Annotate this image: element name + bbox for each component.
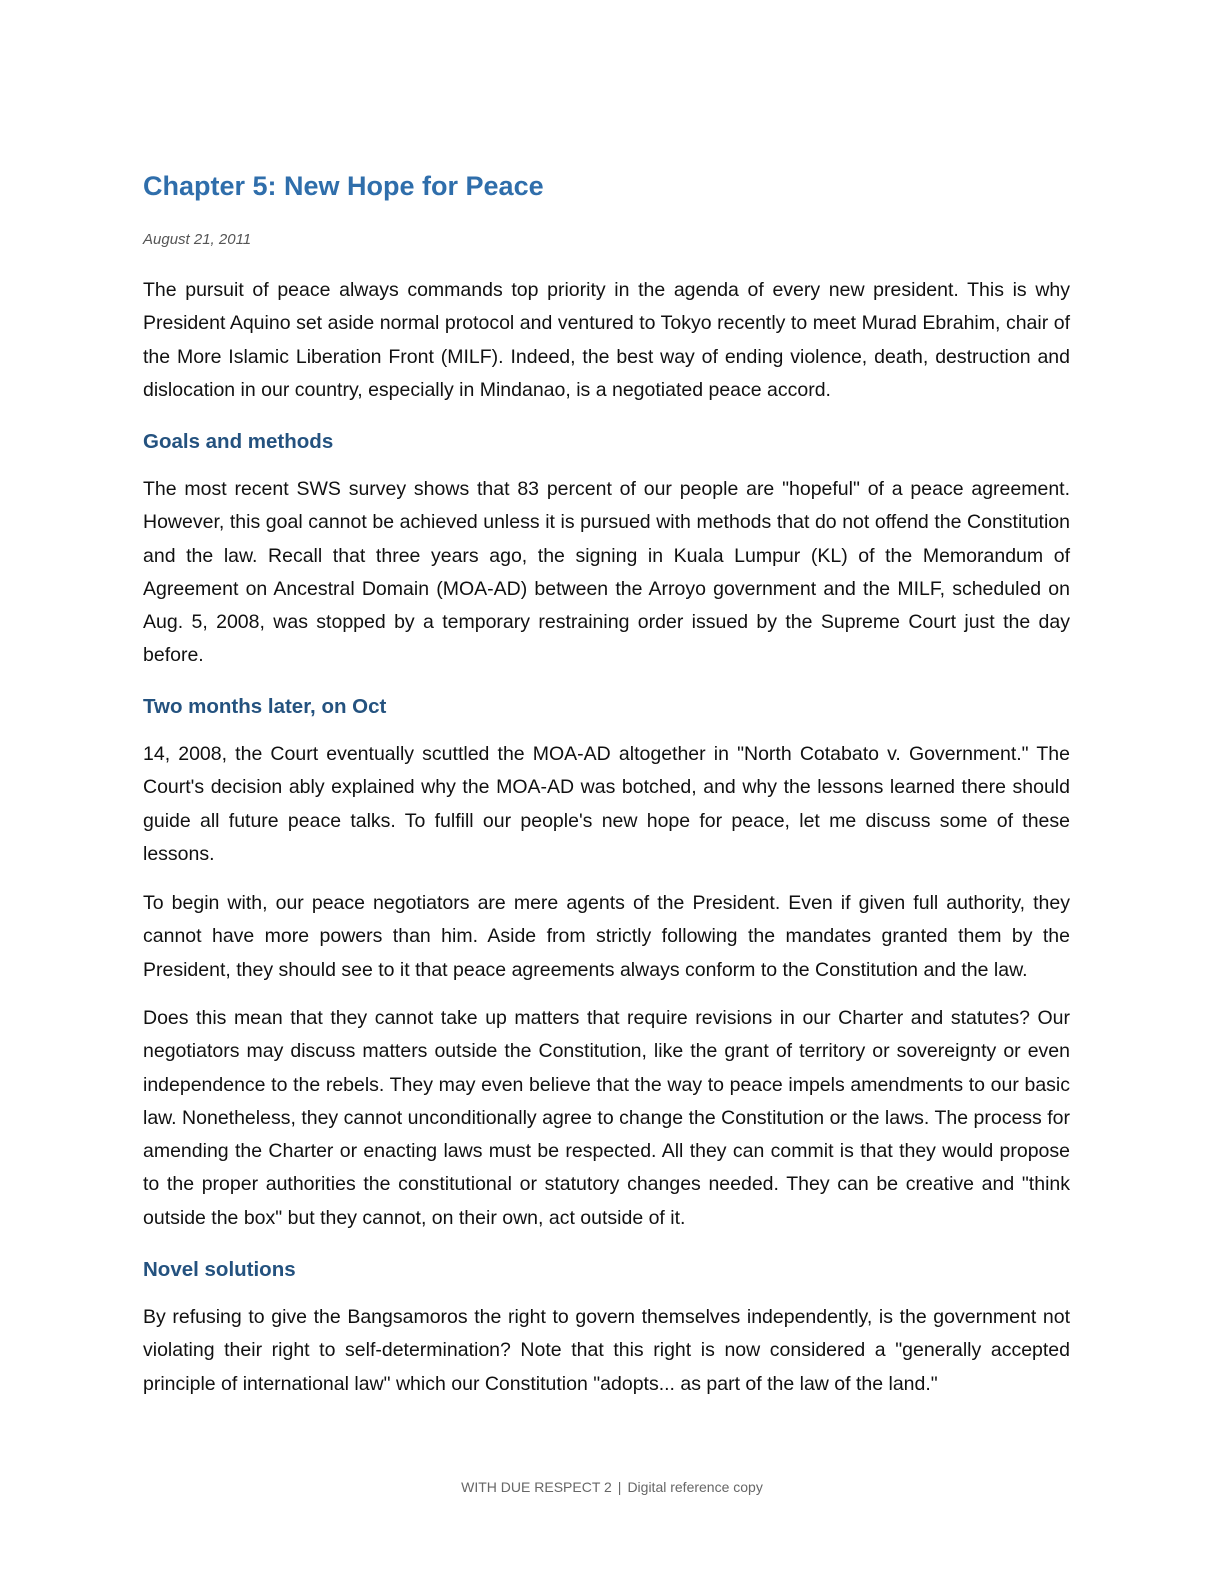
- self-determination-paragraph-block: [143, 1301, 1070, 1401]
- section-heading-goals-and-methods: Goals and methods: [143, 430, 334, 453]
- document-page: [143, 0, 1070, 1584]
- chapter-title: Chapter 5: New Hope for Peace: [143, 171, 544, 201]
- section-heading-novel-solutions: Novel solutions: [143, 1258, 296, 1281]
- footer-separator: |: [617, 1479, 622, 1495]
- intro-paragraph: The pursuit of peace always commands top priority in the agenda of every new president. This is why President Aquino set aside normal protocol and ventured to Tokyo recently to meet Murad Ebrahim, chair of the More Islamic Liberation Front (MILF). Indeed, the best way of ending violence, death, destruction and dislocation in our country, especially in Mindanao, is a negotiated peace accord.: [143, 279, 1070, 401]
- court-decision-paragraph-block: [143, 738, 1070, 871]
- footer-book-title: WITH DUE RESPECT 2: [461, 1479, 612, 1495]
- goals-paragraph-block: [143, 473, 1070, 673]
- page-footer: [0, 1479, 1224, 1495]
- footer-copy-label: Digital reference copy: [627, 1479, 763, 1495]
- section-heading-two-months-later: Two months later, on Oct: [143, 695, 387, 718]
- charter-paragraph-block: [143, 1002, 1070, 1235]
- negotiators-paragraph-block: [143, 887, 1070, 987]
- publication-date: August 21, 2011: [143, 231, 252, 248]
- body-paragraph: To begin with, our peace negotiators are mere agents of the President. Even if given full authority, they cannot have more powers than him. Aside from strictly following the mandates granted them by the President, they should see to it that peace agreements always conform to the Constitution and the law.: [143, 892, 1070, 981]
- body-paragraph: 14, 2008, the Court eventually scuttled the MOA-AD altogether in "North Cotabato v. Government." The Court's decision ably explained why the MOA-AD was botched, and why the lessons learned there should guide all future peace talks. To fulfill our people's new hope for peace, let me discuss some of these lessons.: [143, 743, 1070, 865]
- intro-paragraph-block: [143, 274, 1070, 407]
- body-paragraph: The most recent SWS survey shows that 83 percent of our people are "hopeful" of a peace agreement. However, this goal cannot be achieved unless it is pursued with methods that do not offend the Constitution and the law. Recall that three years ago, the signing in Kuala Lumpur (KL) of the Memorandum of Agreement on Ancestral Domain (MOA-AD) between the Arroyo government and the MILF, scheduled on Aug. 5, 2008, was stopped by a temporary restraining order issued by the Supreme Court just the day before.: [143, 478, 1070, 667]
- body-paragraph: Does this mean that they cannot take up matters that require revisions in our Charter and statutes? Our negotiators may discuss matters outside the Constitution, like the grant of territory or sovereignty or even independence to the rebels. They may even believe that the way to peace impels amendments to our basic law. Nonetheless, they cannot unconditionally agree to change the Constitution or the laws. The process for amending the Charter or enacting laws must be respected. All they can commit is that they would propose to the proper authorities the constitutional or statutory changes needed. They can be creative and "think outside the box" but they cannot, on their own, act outside of it.: [143, 1007, 1070, 1229]
- body-paragraph: By refusing to give the Bangsamoros the right to govern themselves independently, is the government not violating their right to self-determination? Note that this right is now considered a "generally accepted principle of international law" which our Constitution "adopts... as part of the law of the land.": [143, 1306, 1070, 1395]
